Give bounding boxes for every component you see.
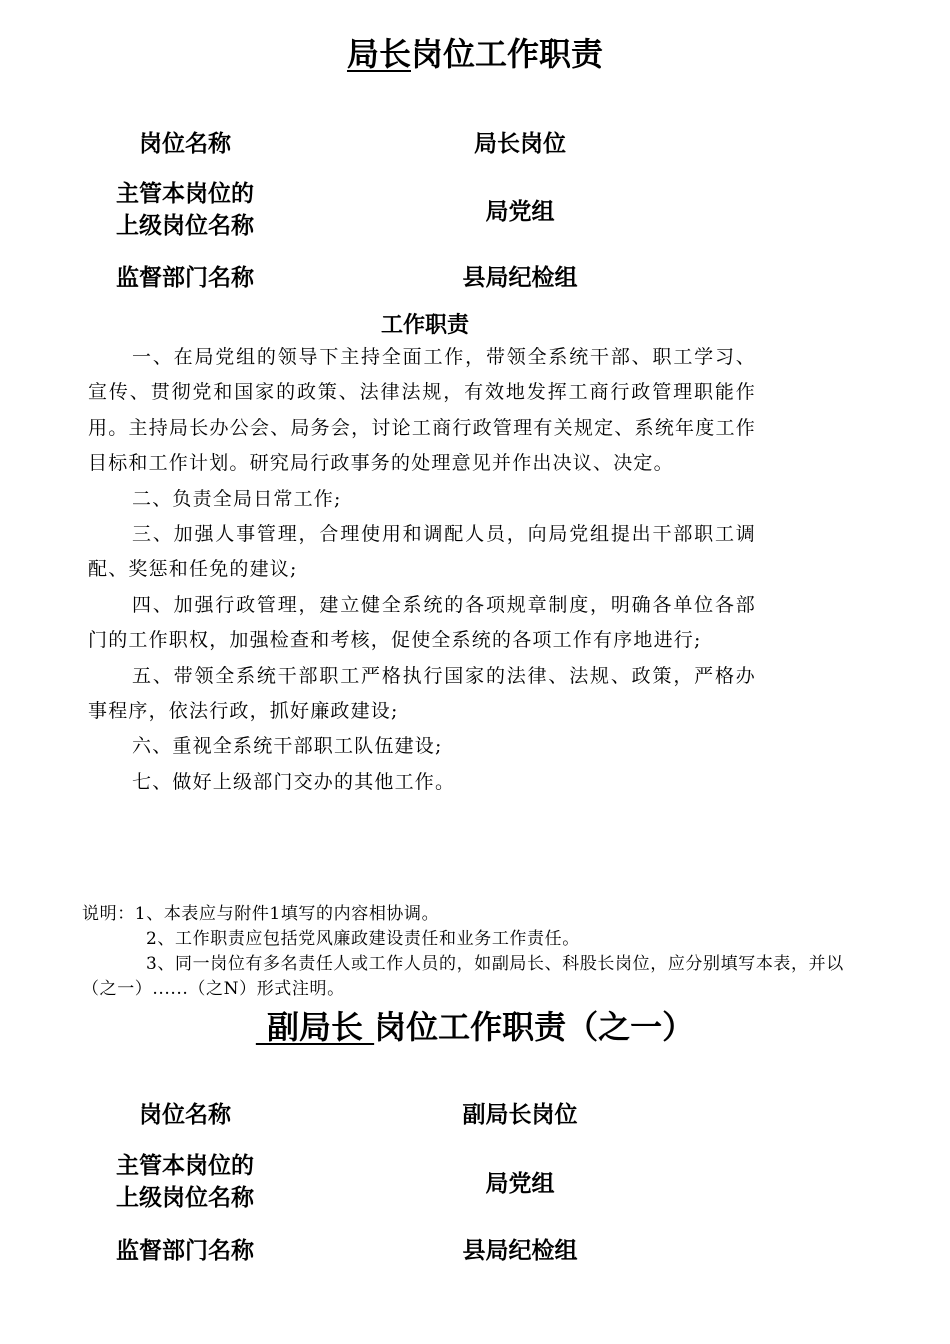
duty-item: 一、在局党组的领导下主持全面工作，带领全系统干部、职工学习、宣传、贯彻党和国家的政策、法律法规，有效地发挥工商行政管理职能作用。主持局长办公会、局务会，讨论工商行政管理有关规定、系统年度工作目标和工作计划。研究局行政事务的处理意见并作出决议、决定。	[88, 346, 756, 475]
value-position-name: 局长岗位	[474, 130, 566, 157]
note-1: 说明：1、本表应与附件1填写的内容相协调。	[82, 904, 440, 924]
note-3: 3、同一岗位有多名责任人或工作人员的，如副局长、科股长岗位，应分别填写本表，并以（之一）......（之N）形式注明。	[82, 954, 844, 999]
note-2: 2、工作职责应包括党风廉政建设责任和业务工作责任。	[146, 929, 580, 949]
title-position-name: 局长	[346, 35, 411, 73]
s2-label-position-name: 岗位名称	[139, 1101, 231, 1128]
s2-label-superior-line1: 主管本岗位的	[116, 1152, 254, 1179]
section2-title-suffix: 岗位工作职责（之一）	[374, 1008, 695, 1046]
s2-value-superior: 局党组	[485, 1170, 555, 1197]
value-superior: 局党组	[485, 198, 555, 225]
duty-item: 四、加强行政管理，建立健全系统的各项规章制度，明确各单位各部门的工作职权，加强检查和考核，促使全系统的各项工作有序地进行;	[88, 593, 756, 652]
section2-title	[0, 1007, 950, 1047]
s2-value-supervisor: 县局纪检组	[462, 1237, 578, 1264]
duty-item: 七、做好上级部门交办的其他工作。	[132, 770, 456, 793]
duty-item: 五、带领全系统干部职工严格执行国家的法律、法规、政策，严格办事程序，依法行政，抓好廉政建设;	[88, 664, 756, 723]
duty-item: 三、加强人事管理，合理使用和调配人员，向局党组提出干部职工调配、奖惩和任免的建议;	[88, 523, 756, 581]
duty-item: 六、重视全系统干部职工队伍建设;	[132, 735, 443, 758]
label-position-name: 岗位名称	[139, 130, 231, 157]
label-superior-line1: 主管本岗位的	[116, 180, 254, 207]
duties-list	[88, 340, 756, 800]
s2-value-position-name: 副局长岗位	[462, 1101, 578, 1128]
label-supervisor: 监督部门名称	[116, 264, 254, 291]
title-suffix: 岗位工作职责	[411, 35, 604, 73]
duty-item: 二、负责全局日常工作;	[132, 487, 342, 510]
label-superior-line2: 上级岗位名称	[116, 212, 254, 239]
notes-block	[82, 902, 872, 1002]
section2-title-position-name: 副局长	[255, 1008, 375, 1046]
duties-heading: 工作职责	[380, 312, 469, 338]
page-title	[0, 34, 950, 74]
s2-label-superior-line2: 上级岗位名称	[116, 1184, 254, 1211]
value-supervisor: 县局纪检组	[462, 264, 578, 291]
s2-label-supervisor: 监督部门名称	[116, 1237, 254, 1264]
